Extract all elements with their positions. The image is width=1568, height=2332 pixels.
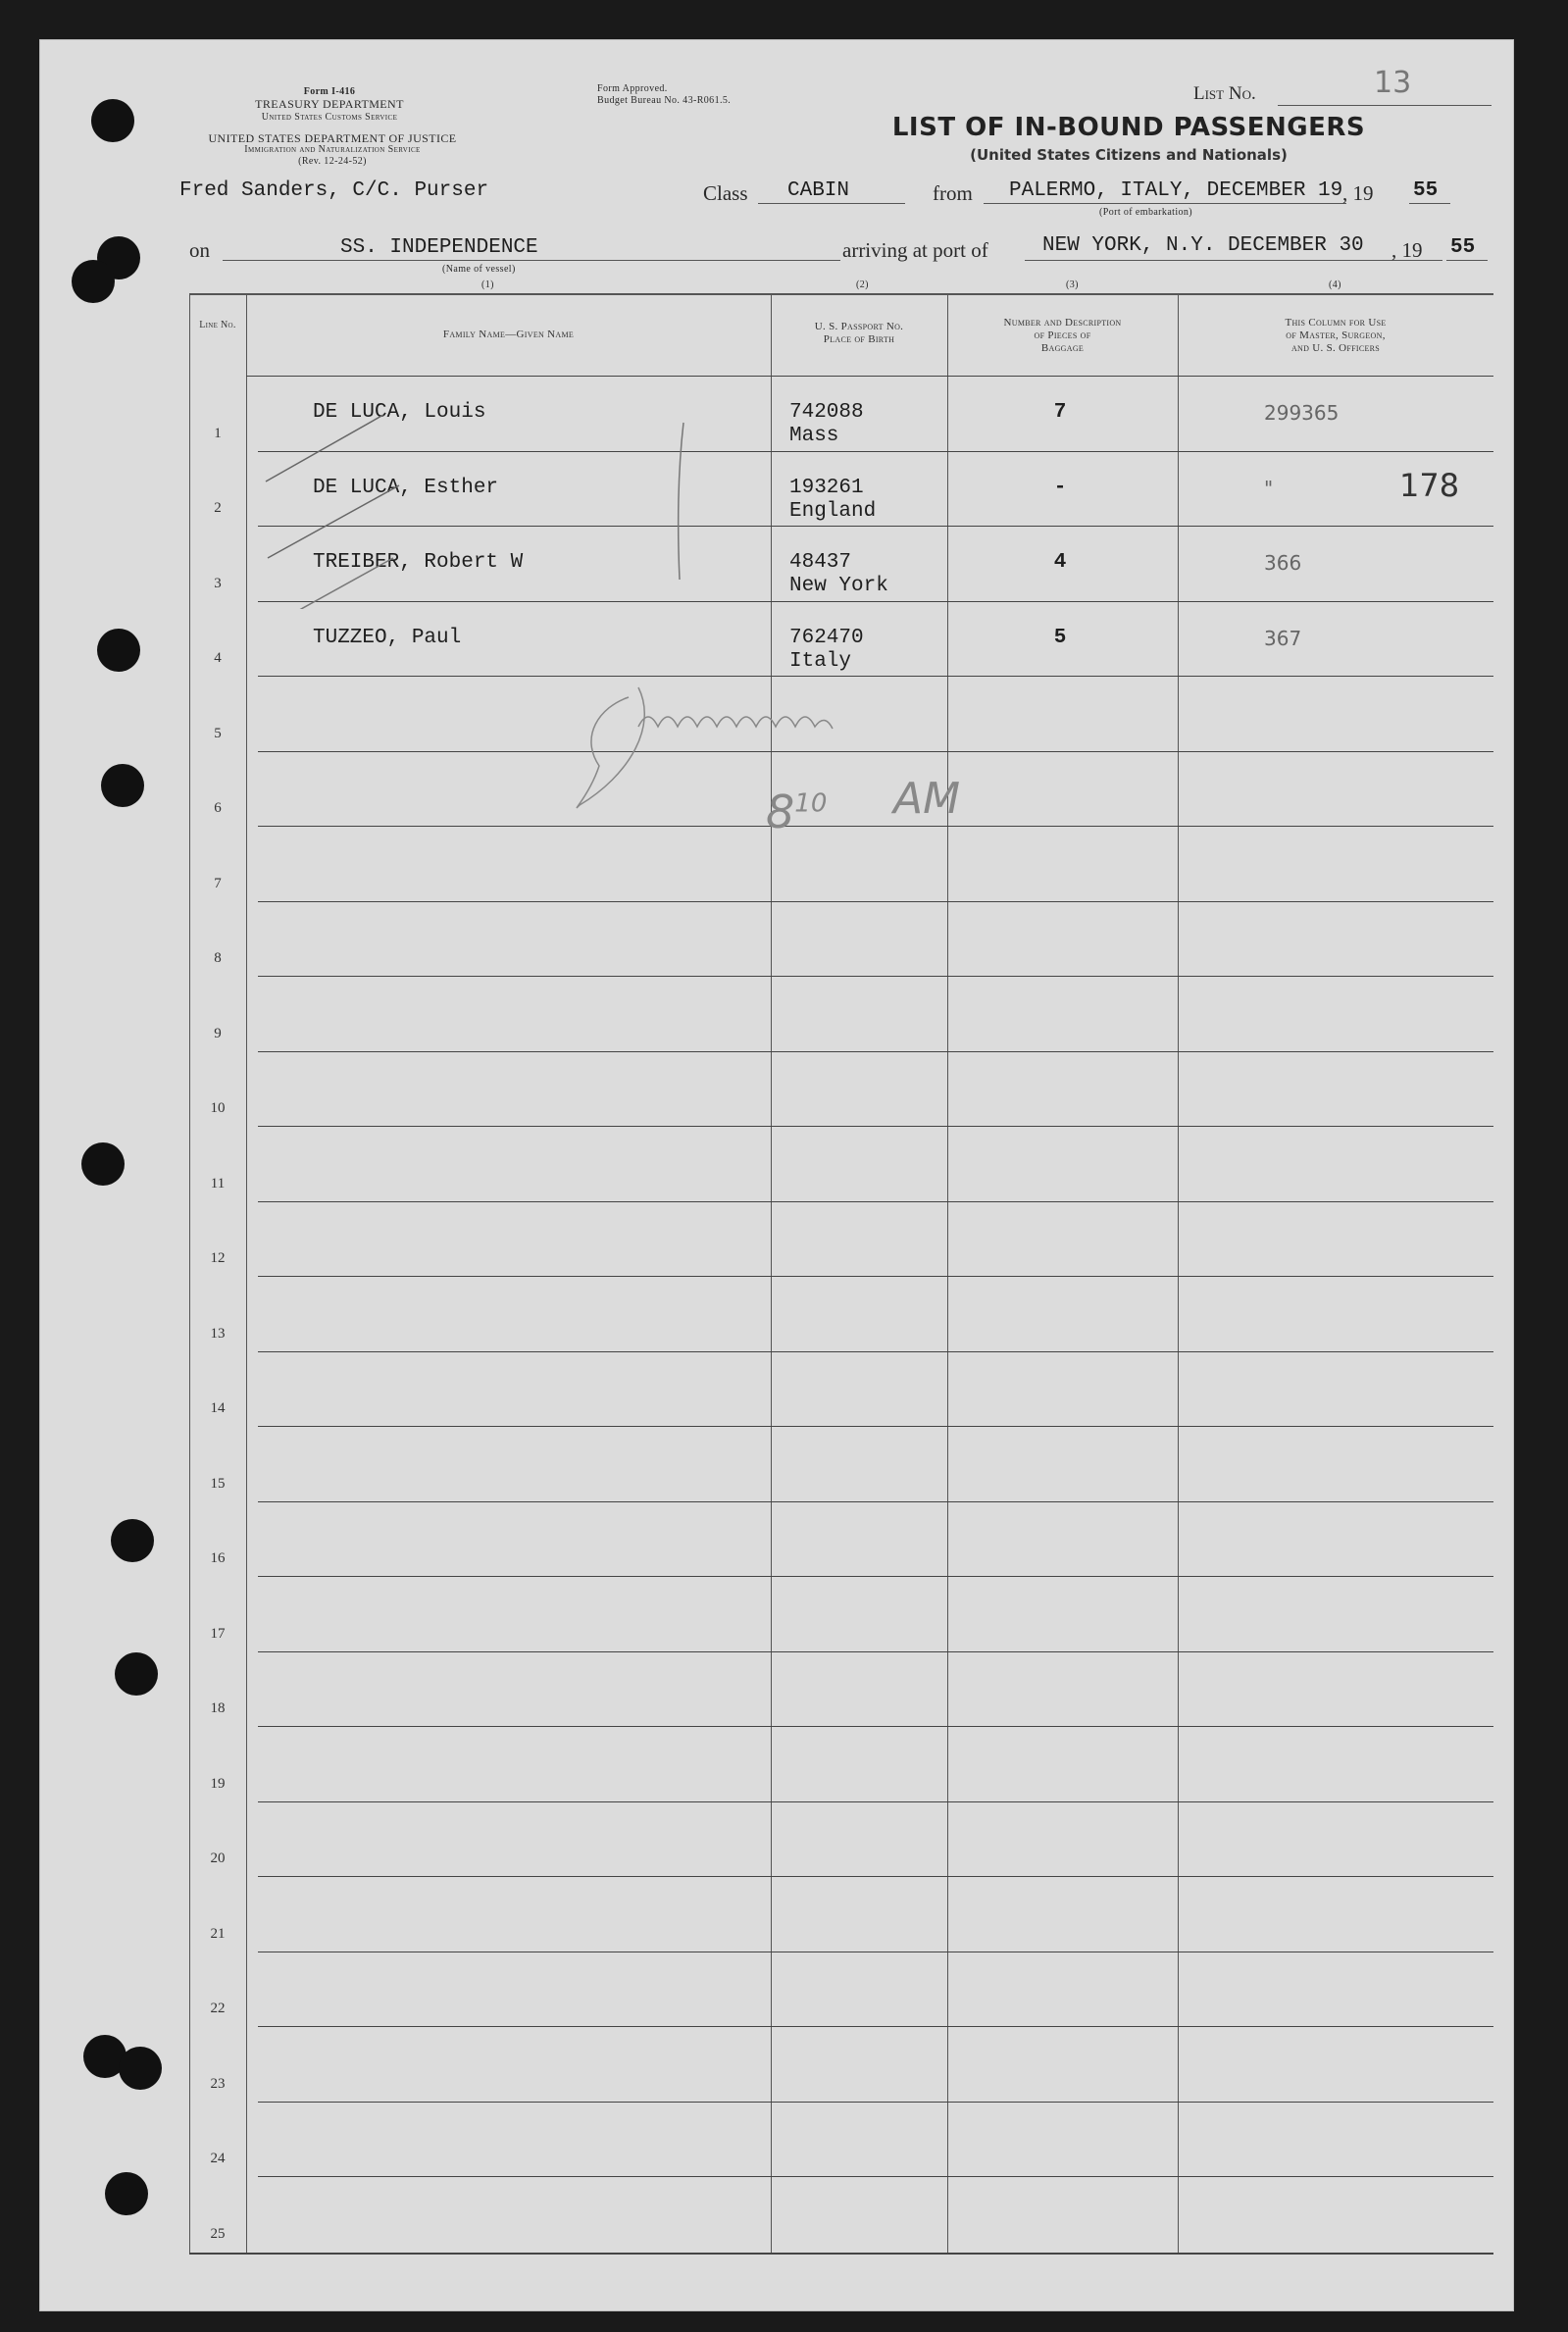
form-number: Form I-416 (303, 86, 356, 97)
line-number: 23 (210, 2075, 226, 2092)
row-divider (258, 1201, 1493, 1202)
line-number: 15 (210, 1475, 226, 1492)
punch-hole (119, 2047, 162, 2090)
header-officers-line1: This Column for Use (1285, 317, 1387, 329)
baggage-count: 7 (1053, 401, 1067, 424)
customs-service: United States Customs Service (261, 112, 398, 123)
officer-entry: 367 (1264, 626, 1302, 650)
purser-name: Fred Sanders, C/C. Purser (179, 179, 489, 202)
row-divider (258, 1126, 1493, 1127)
table-bottom-border (189, 2253, 1493, 2255)
row-divider (258, 1501, 1493, 1502)
vessel-name: SS. INDEPENDENCE (340, 236, 538, 259)
line-number: 7 (214, 875, 222, 891)
justice-dept: UNITED STATES DEPARTMENT OF JUSTICE (208, 131, 457, 145)
arrival-year-line (1446, 260, 1488, 261)
line-number: 4 (214, 650, 222, 666)
line-number: 8 (214, 950, 222, 966)
row-divider (258, 976, 1493, 977)
punch-hole (81, 1142, 125, 1186)
header-officers (1178, 317, 1493, 355)
baggage-count: 5 (1053, 626, 1067, 649)
header-officers-line3: and U. S. Officers (1290, 342, 1381, 354)
handwritten-time-hour: 8 (766, 786, 795, 838)
baggage-count: 4 (1053, 551, 1067, 574)
justice-block (185, 132, 480, 168)
column-number-1: (1) (481, 279, 494, 290)
column-number-2: (2) (856, 279, 869, 290)
class-line (758, 203, 905, 204)
immigration-service: Immigration and Naturalization Service (244, 144, 421, 155)
line-number: 5 (214, 725, 222, 741)
vessel-caption: (Name of vessel) (442, 264, 516, 275)
line-number: 6 (214, 800, 222, 816)
line-number: 20 (210, 1850, 226, 1866)
row-divider (258, 2102, 1493, 2103)
line-number: 9 (214, 1025, 222, 1041)
officer-entry: " (1264, 476, 1274, 500)
header-passport (771, 321, 947, 346)
list-no-label: List No. (1193, 83, 1256, 104)
line-number: 19 (210, 1775, 226, 1792)
passenger-name: TUZZEO, Paul (313, 626, 462, 649)
column-number-4: (4) (1329, 279, 1341, 290)
row-divider (258, 1051, 1493, 1052)
from-year-line (1409, 203, 1450, 204)
budget-bureau: Budget Bureau No. 43-R061.5. (597, 95, 732, 106)
form-approved: Form Approved. (597, 83, 668, 94)
place-of-birth: Mass (789, 425, 839, 447)
line-number: 14 (210, 1400, 226, 1416)
header-passport-line1: U. S. Passport No. (814, 321, 904, 332)
line-number: 25 (210, 2225, 226, 2242)
row-divider (258, 901, 1493, 902)
approval-block (597, 83, 731, 107)
punch-hole (105, 2172, 148, 2215)
name-column-divider (771, 293, 772, 2253)
list-no-line (1278, 105, 1492, 106)
from-year: 55 (1413, 179, 1439, 202)
table-top-border (189, 293, 1493, 295)
punch-hole (115, 1652, 158, 1696)
line-number: 3 (214, 575, 222, 591)
handwritten-check-marks (227, 364, 717, 609)
arrival-line (1025, 260, 1442, 261)
header-baggage-line1: Number and Description (1003, 317, 1122, 329)
from-line (984, 203, 1346, 204)
passport-number: 762470 (789, 626, 864, 649)
header-baggage-line3: Baggage (1040, 342, 1085, 354)
header-name: Family Name—Given Name (442, 329, 575, 340)
line-number: 21 (210, 1925, 226, 1942)
punch-hole (101, 764, 144, 807)
punch-hole (91, 99, 134, 142)
baggage-count: - (1053, 476, 1067, 499)
row-divider (258, 1801, 1493, 1802)
arriving-label: arriving at port of (842, 238, 988, 262)
page-title: LIST OF IN-BOUND PASSENGERS (891, 113, 1366, 142)
row-divider (258, 1726, 1493, 1727)
treasury-dept: TREASURY DEPARTMENT (255, 97, 404, 111)
row-divider (258, 2176, 1493, 2177)
row-divider (258, 1651, 1493, 1652)
line-number: 24 (210, 2151, 226, 2166)
list-no-value: 13 (1374, 66, 1412, 100)
arrival-port: NEW YORK, N.Y. DECEMBER 30 (1042, 234, 1364, 257)
line-number: 17 (210, 1625, 226, 1642)
punch-hole (97, 629, 140, 672)
row-divider (258, 1576, 1493, 1577)
line-number: 16 (210, 1550, 226, 1566)
arrival-year: 55 (1450, 236, 1476, 259)
passport-number: 48437 (789, 551, 852, 574)
header-baggage-line2: of Pieces of (1034, 330, 1091, 341)
punch-hole (111, 1519, 154, 1562)
row-divider (258, 2026, 1493, 2027)
line-number: 10 (210, 1100, 226, 1116)
page-subtitle: (United States Citizens and Nationals) (970, 146, 1288, 164)
punch-hole (72, 260, 115, 303)
line-number: 22 (210, 2001, 226, 2016)
row-divider (258, 1426, 1493, 1427)
place-of-birth: England (789, 499, 877, 523)
place-of-birth: Italy (789, 649, 852, 673)
arrival-year-prefix: , 19 (1391, 238, 1423, 262)
passenger-name: DE LUCA, Esther (313, 476, 499, 499)
line-number: 18 (210, 1700, 226, 1716)
class-value: CABIN (787, 179, 850, 202)
header-baggage (947, 317, 1178, 355)
passport-column-divider (947, 293, 948, 2253)
header-line-no: Line No. (199, 320, 236, 330)
from-label: from (933, 181, 973, 205)
form-agency-block (187, 85, 472, 124)
line-number: 1 (214, 425, 222, 441)
officer-extra: 178 (1399, 466, 1460, 504)
handwritten-time (766, 786, 827, 838)
row-divider (258, 1276, 1493, 1277)
form-revision: (Rev. 12-24-52) (298, 156, 367, 167)
column-number-3: (3) (1066, 279, 1079, 290)
row-divider (258, 1876, 1493, 1877)
embarkation-port: PALERMO, ITALY, DECEMBER 19 (1009, 179, 1343, 202)
line-number: 2 (214, 500, 222, 516)
table-left-border (189, 293, 190, 2253)
class-label: Class (703, 181, 748, 205)
header-officers-line2: of Master, Surgeon, (1286, 330, 1386, 341)
passenger-name: DE LUCA, Louis (313, 401, 486, 424)
passport-number: 193261 (789, 476, 864, 499)
passport-number: 742088 (789, 401, 864, 424)
passenger-name: TREIBER, Robert W (313, 551, 524, 574)
vessel-line (223, 260, 840, 261)
row-divider (258, 1351, 1493, 1352)
from-year-prefix: , 19 (1342, 181, 1374, 205)
place-of-birth: New York (789, 575, 888, 597)
header-passport-line2: Place of Birth (823, 333, 895, 345)
line-number: 13 (210, 1325, 226, 1342)
officer-entry: 299365 (1264, 401, 1340, 425)
handwritten-time-minutes: 10 (794, 788, 828, 819)
line-number: 11 (210, 1175, 226, 1191)
line-number: 12 (210, 1250, 226, 1266)
officer-entry: 366 (1264, 551, 1302, 575)
handwritten-ampm: AM (893, 774, 961, 824)
baggage-column-divider (1178, 293, 1179, 2253)
document-page (39, 39, 1514, 2311)
port-caption: (Port of embarkation) (1099, 207, 1193, 218)
on-label: on (189, 238, 210, 262)
